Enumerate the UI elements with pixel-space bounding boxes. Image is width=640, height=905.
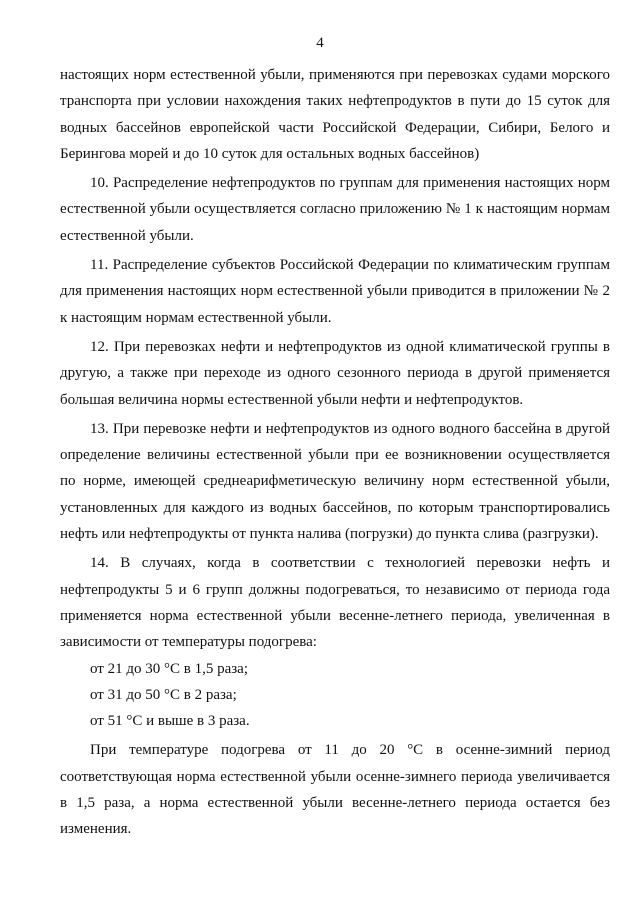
list-item: от 31 до 50 °С в 2 раза;	[90, 686, 237, 703]
paragraph-continuation: настоящих норм естественной убыли, применяются при перевозках судами морского транспорта при условии нахождения таких нефтепродуктов в пути до 15 суток для водных бассейнов европейской части Российской Федерации, Сибири, Белого и Берингова морей и до 10 суток для остальных водных бассейнов)	[60, 67, 610, 162]
list-item: от 51 °С и выше в 3 раза.	[90, 713, 250, 730]
document-body	[60, 62, 610, 843]
paragraph-10: 10. Распределение нефтепродуктов по группам для применения настоящих норм естественной убыли осуществляется согласно приложению № 1 к настоящим нормам естественной убыли.	[60, 175, 610, 244]
paragraph-12: 12. При перевозках нефти и нефтепродуктов из одной климатической группы в другую, а также при переходе из одного сезонного периода в другой применяется большая величина нормы естественной убыли нефти и нефтепродуктов.	[60, 338, 610, 408]
paragraph-11: 11. Распределение субъектов Российской Федерации по климатическим группам для применения настоящих норм естественной убыли приводится в приложении № 2 к настоящим нормам естественной убыли.	[60, 257, 610, 326]
paragraph-final: При температуре подогрева от 11 до 20 °С в осенне-зимний период соответствующая норма естественной убыли осенне-зимнего периода увеличивается в 1,5 раза, а норма естественной убыли весенне-летнего периода остается без изменения.	[60, 742, 610, 838]
paragraph-14: 14. В случаях, когда в соответствии с технологией перевозки нефть и нефтепродукты 5 и 6 групп должны подогреваться, то независимо от периода года применяется норма естественной убыли весенне-летнего периода, увеличенная в зависимости от температуры подогрева:	[60, 555, 610, 651]
page-number: 4	[316, 35, 324, 51]
list-item: от 21 до 30 °С в 1,5 раза;	[90, 660, 248, 677]
paragraph-13: 13. При перевозке нефти и нефтепродуктов из одного водного бассейна в другой определение величины естественной убыли при ее возникновении осуществляется по норме, имеющей среднеарифметическую величину норм естественной убыли, установленных для каждого из водных бассейнов, по которым транспортировались нефть или нефтепродукты от пункта налива (погрузки) до пункта слива (разгрузки).	[60, 420, 610, 543]
